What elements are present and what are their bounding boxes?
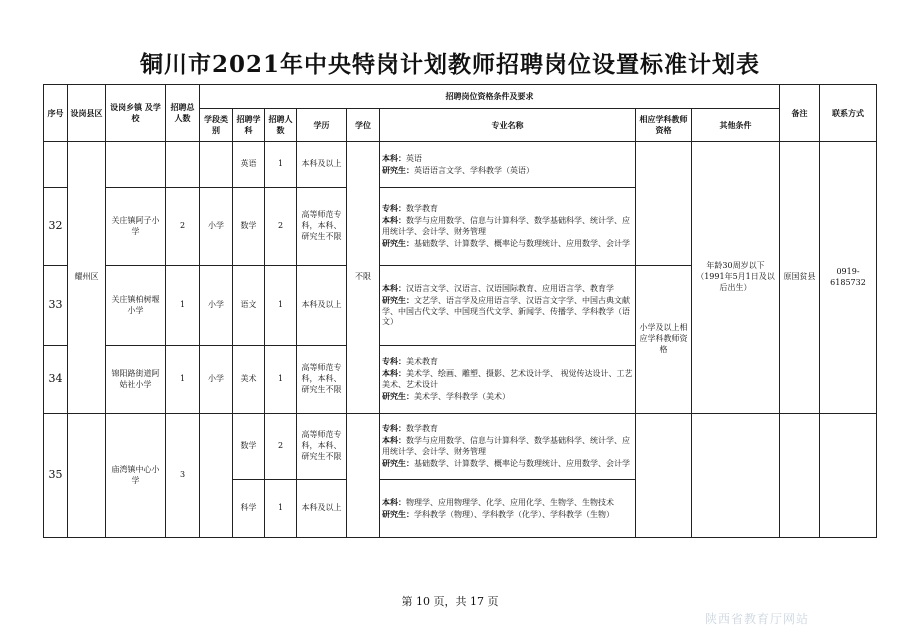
total-cell: 2 [166, 188, 200, 266]
subject-cell: 语文 [233, 266, 265, 346]
major-cell: 专科：数学教育 本科：数学与应用数学、信息与计算科学、数学基础科学、统计学、应用统计学、会计学、财务管理 研究生：基础数学、计算数学、概率论与数理统计、应用数学、会计学 [380, 414, 636, 480]
page-title: 铜川市2021年中央特岗计划教师招聘岗位设置标准计划表 [139, 51, 760, 78]
major-cell: 专科：数学教育 本科：数学与应用数学、信息与计算科学、数学基础科学、统计学、应用统计学、会计学、财务管理 研究生：基础数学、计算数学、概率论与数理统计、应用数学、会计学 [380, 188, 636, 266]
header-cert: 相应学科教师资格 [636, 109, 692, 142]
school-cell: 关庄镇柏树堰小学 [106, 266, 166, 346]
recruitment-table [43, 84, 877, 538]
header-seq: 序号 [44, 85, 68, 142]
major-cell: 本科：英语 研究生：英语语言文学、学科教学（英语） [380, 142, 636, 188]
education-cell: 高等师范专科，本科、研究生不限 [297, 414, 347, 480]
remark-cell: 原国贫县 [780, 142, 820, 414]
count-cell: 2 [265, 414, 297, 480]
other-cell: 年龄30周岁以下（1991年5月1日及以后出生） [692, 142, 780, 414]
header-education: 学历 [297, 109, 347, 142]
header-total: 招聘总人数 [166, 85, 200, 142]
education-cell: 高等师范专科，本科、研究生不限 [297, 346, 347, 414]
table-row [44, 414, 877, 480]
subject-cell: 美术 [233, 346, 265, 414]
count-cell: 1 [265, 480, 297, 538]
degree-cell: 不限 [347, 142, 380, 414]
subject-cell: 数学 [233, 188, 265, 266]
header-contact: 联系方式 [820, 85, 877, 142]
education-cell: 本科及以上 [297, 142, 347, 188]
count-cell: 2 [265, 188, 297, 266]
county-cell: 耀州区 [68, 142, 106, 414]
stage-cell: 小学 [200, 266, 233, 346]
seq-cell: 33 [44, 266, 68, 346]
subject-cell: 数学 [233, 414, 265, 480]
count-cell: 1 [265, 346, 297, 414]
subject-cell: 科学 [233, 480, 265, 538]
header-town-school: 设岗乡镇 及学校 [106, 85, 166, 142]
header-count: 招聘人数 [265, 109, 297, 142]
stage-cell: 小学 [200, 188, 233, 266]
seq-cell: 35 [44, 414, 68, 538]
count-cell: 1 [265, 266, 297, 346]
header-major: 专业名称 [380, 109, 636, 142]
major-cell: 本科：物理学、应用物理学、化学、应用化学、生物学、生物技术 研究生：学科教学（物理）、学科教学（化学）、学科教学（生物） [380, 480, 636, 538]
major-cell: 专科：美术教育 本科：美术学、绘画、雕塑、摄影、艺术设计学、 视觉传达设计、工艺美术、艺术设计 研究生：美术学、学科教学（美术） [380, 346, 636, 414]
count-cell: 1 [265, 142, 297, 188]
header-other: 其他条件 [692, 109, 780, 142]
page-footer: 第 10 页，共 17 页 [401, 595, 499, 608]
total-cell: 3 [166, 414, 200, 538]
education-cell: 本科及以上 [297, 266, 347, 346]
school-cell: 庙湾镇中心小学 [106, 414, 166, 538]
table-row [44, 142, 877, 188]
contact-cell: 0919-6185732 [820, 142, 877, 414]
school-cell: 关庄镇阿子小学 [106, 188, 166, 266]
major-cell: 本科：汉语言文学、汉语言、汉语国际教育、应用语言学、教育学 研究生：文艺学、语言学及应用语言学、汉语言文字学、中国古典文献学、中国古代文学、中国现当代文学、新闻学、传播学、学科教学（语文） [380, 266, 636, 346]
header-requirements: 招聘岗位资格条件及要求 [200, 85, 780, 109]
header-subject: 招聘学科 [233, 109, 265, 142]
stage-cell: 小学 [200, 346, 233, 414]
header-county: 设岗县区 [68, 85, 106, 142]
education-cell: 本科及以上 [297, 480, 347, 538]
seq-cell: 32 [44, 188, 68, 266]
cert-cell: 小学及以上相应学科教师资格 [636, 266, 692, 414]
header-stage: 学段类别 [200, 109, 233, 142]
watermark: 陕西省教育厅网站 [705, 612, 810, 626]
header-degree: 学位 [347, 109, 380, 142]
total-cell: 1 [166, 346, 200, 414]
school-cell: 锦阳路街道阿姑社小学 [106, 346, 166, 414]
subject-cell: 英语 [233, 142, 265, 188]
header-remark: 备注 [780, 85, 820, 142]
education-cell: 高等师范专科，本科、研究生不限 [297, 188, 347, 266]
seq-cell: 34 [44, 346, 68, 414]
total-cell: 1 [166, 266, 200, 346]
